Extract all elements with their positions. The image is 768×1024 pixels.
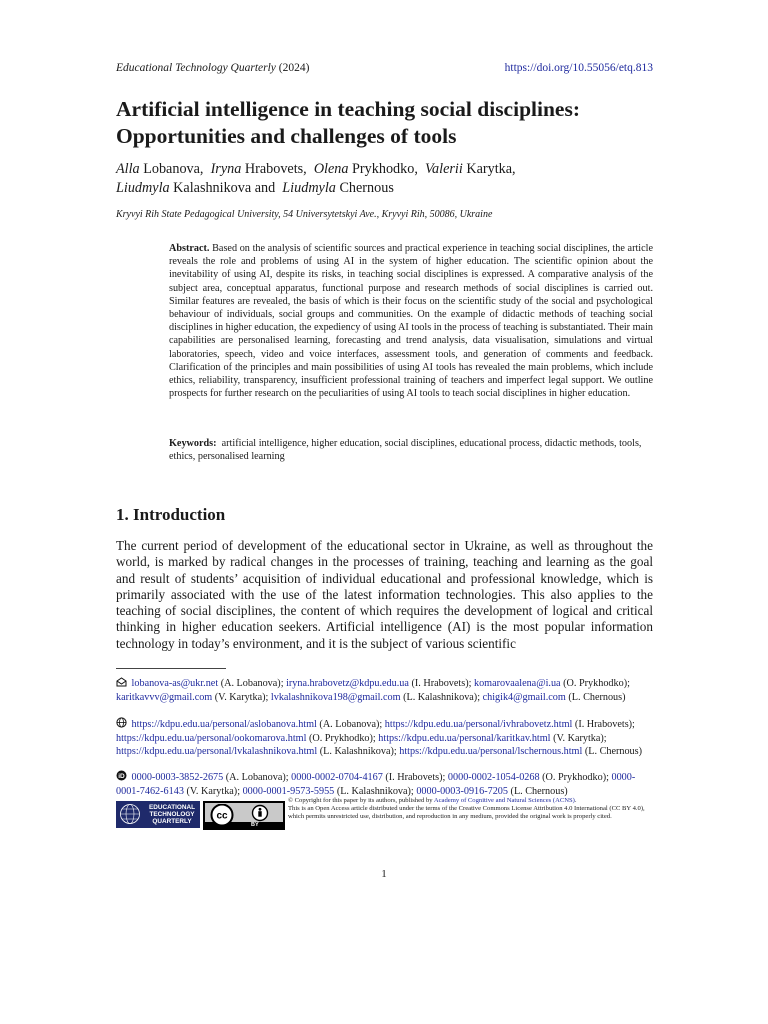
orcid-link[interactable]: 0000-0002-1054-0268 [447,772,540,783]
section-body: The current period of development of the educational sector in Ukraine, as well as throughout the world, is marked by radical changes in the processes of training, teaching and learning as the goal and result of students’ acquisition of individual educational and professional knowledge, which is primarily associated with the use of the latest information technologies. This also applies to the teaching of social disciplines, the content of which requires the development of logical and critical thinking in higher education seekers. Artificial intelligence (AI) is the most popular information technology in today’s environment, and it is the subject of various scientific [116,538,653,651]
journal-year: (2024) [278,62,310,74]
orcid-link[interactable]: 0000-0002-0704-4167 [291,772,383,783]
svg-text:iD: iD [118,773,125,780]
abstract [169,242,653,400]
journal-name: Educational Technology Quarterly [116,62,276,74]
email-link[interactable]: lobanova-as@ukr.net [131,678,219,689]
footnote-websites: https://kdpu.edu.ua/personal/aslobanova.html (A. Lobanova); https://kdpu.edu.ua/personal/ivhrabovetz.html (I. Hrabovets); https://kdpu.edu.ua/personal/ookomarova.html (O. Prykhodko); https://kdpu.edu.ua/personal/karitkav.html (V. Karytka); https://kdpu.edu.ua/personal/lvkalashnikova.html (L. Kalashnikova); https://kdpu.edu.ua/personal/lschernous.html (L. Chernous) [116,719,643,757]
orcid-link[interactable]: 0000-0001-9573-5955 [242,785,335,797]
creative-commons-icon [210,804,280,828]
publisher-link[interactable]: Academy of Cognitive and Natural Sciences (ACNS) [433,797,575,804]
author: Liudmyla Kalashnikova and [116,180,276,196]
author: Alla Lobanova, [116,161,204,177]
email-link[interactable]: lvkalashnikova198@gmail.com [270,691,401,703]
doi-link[interactable]: https://doi.org/10.55056/etq.813 [504,62,653,74]
globe-logo-icon [119,803,141,825]
abstract-text: Based on the analysis of scientific sources and practical experience in teaching social disciplines, the article reveals the role and problems of using AI in the system of higher education. The scientific opinion about the inevitability of using AI, despite its risks, in teaching social disciplines is expressed. A comparative analysis of the subject area, conceptual apparatus, functional purpose and research methods of social disciplines is carried out. Similar features are revealed, the basis of which is their focus on the scientific study of the social and psychological behaviour of individuals, social groups and communities. On the example of didactic methods of teaching social disciplines in higher education, the expediency of using AI tools in the process of teaching is substantiated. Their main capabilities are personalised learning, forecasting and trend analysis, data visualisation, simulations and virtual laboratories, speech, video and voice interfaces, assessment tools, and generation of comments and feedback. Clarification of the principles and main possibilities of using AI tools has revealed the main problems, which include ethics, reliability, transparency, insufficient professional training of teachers and imperfect legal support. We outline prospects for further research on the peculiarities of using AI tools to teach social disciplines in higher education. [169,243,653,400]
email-link[interactable]: chigik4@gmail.com [482,691,566,703]
title-line-1: Artificial intelligence in teaching social disciplines: [116,97,581,121]
cc-by-badge[interactable] [203,801,285,830]
email-icon [116,677,127,692]
keywords-label: Keywords: [169,438,217,449]
journal-logo-text: EDUCATIONAL TECHNOLOGY QUARTERLY [149,804,196,825]
author: Liudmyla Chernous [282,180,394,196]
title-line-2: Opportunities and challenges of tools [116,124,457,148]
abstract-label: Abstract. [169,243,210,254]
orcid-icon [116,770,127,786]
cc-by-label: BY [251,822,259,828]
footnote-orcids: iD 0000-0003-3852-2675 (A. Lobanova); 0000-0002-0704-4167 (I. Hrabovets); 0000-0002-1054-0268 (O. Prykhodko); 0000-0001-7462-6143 (V. Karytka); 0000-0001-9573-5955 (L. Kalashnikova); 0000-0003-0916-7205 (L. Chernous) [116,772,636,797]
author: Iryna Hrabovets, [210,161,307,177]
email-link[interactable]: karitkavvv@gmail.com [116,691,213,703]
website-link[interactable]: https://kdpu.edu.ua/personal/aslobanova.html [131,719,317,730]
author: Valerii Karytka, [424,161,516,177]
website-link[interactable]: https://kdpu.edu.ua/personal/karitkav.html [378,732,551,744]
affiliation: Kryvyi Rih State Pedagogical University, 54 Universytetskyi Ave., Kryvyi Rih, 50086, Ukraine [116,209,493,220]
journal-logo [116,801,200,828]
keywords-text: artificial intelligence, higher education, social disciplines, educational process, didactic methods, tools, ethics, personalised learning [169,438,642,463]
page-number: 1 [381,868,387,880]
keywords [169,437,653,463]
license-notice: © Copyright for this paper by its authors, published by Academy of Cognitive and Natural Sciences (ACNS). This is an Open Access article distributed under the terms of the Creative Commons License Attribution 4.0 International (CC BY 4.0), which permits unrestricted use, distribution, and reproduction in any medium, provided the original work is properly cited. [288,797,645,821]
orcid-link[interactable]: 0000-0001-7462-6143 [116,772,636,797]
paper-title [116,96,656,150]
journal-header [116,62,309,74]
license-text: This is an Open Access article distributed under the terms of the Creative Commons License Attribution 4.0 International (CC BY 4.0), which permits unrestricted use, distribution, and reproduction in any medium, provided the original work is properly cited. [288,805,645,821]
svg-text:cc: cc [216,810,228,822]
footnote-emails: lobanova-as@ukr.net (A. Lobanova); iryna.hrabovetz@kdpu.edu.ua (I. Hrabovets); komarovaalena@i.ua (O. Prykhodko); karitkavvv@gmail.com (V. Karytka); lvkalashnikova198@gmail.com (L. Kalashnikova); chigik4@gmail.com (L. Chernous) [116,678,630,703]
orcid-link[interactable]: 0000-0003-3852-2675 [131,772,224,783]
author-list [116,160,656,198]
email-link[interactable]: iryna.hrabovetz@kdpu.edu.ua [286,678,409,689]
globe-icon [116,717,127,733]
footnote-divider [116,668,226,669]
website-link[interactable]: https://kdpu.edu.ua/personal/lschernous.html [399,745,583,757]
email-link[interactable]: komarovaalena@i.ua [473,678,561,689]
website-link[interactable]: https://kdpu.edu.ua/personal/ookomarova.html [116,732,307,744]
orcid-link[interactable]: 0000-0003-0916-7205 [416,785,508,797]
author: Olena Prykhodko, [313,161,418,177]
website-link[interactable]: https://kdpu.edu.ua/personal/ivhrabovetz.html [384,719,573,730]
section-heading: 1. Introduction [116,505,226,524]
website-link[interactable]: https://kdpu.edu.ua/personal/lvkalashnikova.html [116,745,318,757]
